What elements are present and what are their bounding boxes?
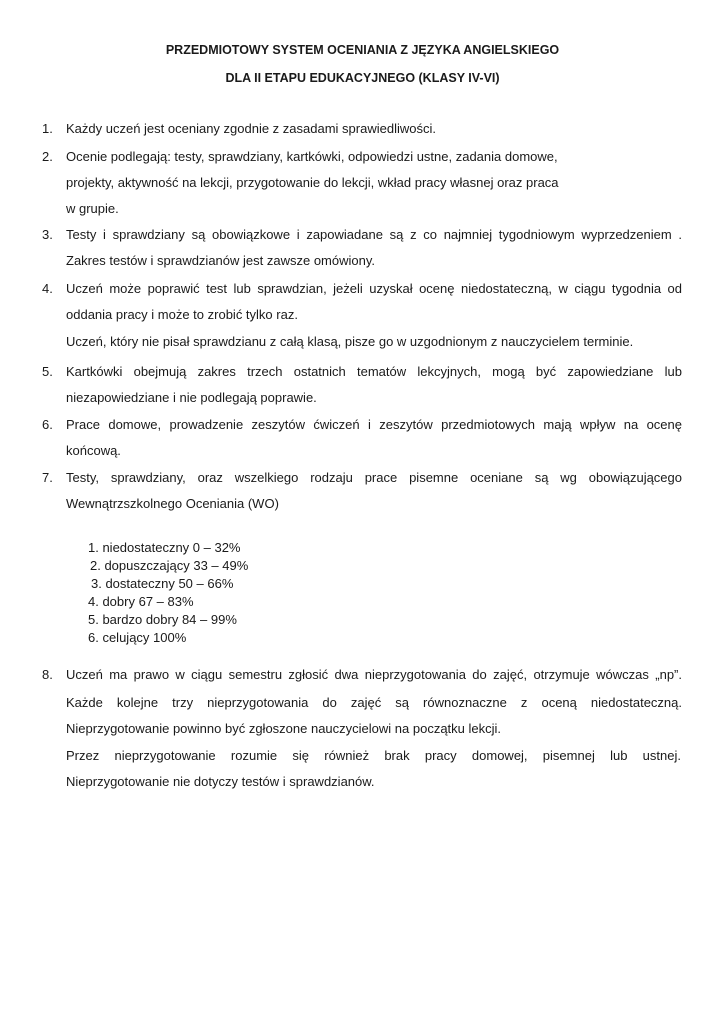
list-item-4-note: Uczeń, który nie pisał sprawdzianu z całą klasą, pisze go w uzgodnionym z nauczycielem terminie. bbox=[66, 334, 634, 349]
list-item-text: Każdy uczeń jest oceniany zgodnie z zasadami sprawiedliwości. bbox=[66, 121, 436, 136]
list-item-text: Wewnątrzszkolnego Oceniania (WO) bbox=[66, 496, 279, 511]
list-item-text: Zakres testów i sprawdzianów jest zawsze omówiony. bbox=[66, 253, 375, 268]
list-item-6 bbox=[42, 412, 682, 464]
list-item-text: Uczeń może poprawić test lub sprawdzian, jeżeli uzyskał ocenę niedostateczną, w ciągu tygodnia od bbox=[66, 281, 682, 296]
list-item-8 bbox=[42, 662, 682, 742]
document-title-line-1: PRZEDMIOTOWY SYSTEM OCENIANIA Z JĘZYKA ANGIELSKIEGO bbox=[165, 43, 560, 57]
list-item-note-text: Nieprzygotowanie nie dotyczy testów i sprawdzianów. bbox=[66, 774, 375, 789]
list-item-3 bbox=[42, 222, 682, 274]
grade-scale-item: 5. bardzo dobry 84 – 99% bbox=[88, 612, 237, 627]
list-item-text: Testy i sprawdziany są obowiązkowe i zapowiadane są z co najmniej tygodniowym wyprzedzeniem . bbox=[66, 227, 682, 242]
list-item-number: 3. bbox=[42, 227, 53, 242]
grade-scale-item: 1. niedostateczny 0 – 32% bbox=[88, 540, 241, 555]
grade-scale-list bbox=[88, 539, 248, 647]
list-item-number: 1. bbox=[42, 121, 53, 136]
list-item-text: Uczeń ma prawo w ciągu semestru zgłosić dwa nieprzygotowania do zajęć, otrzymuje wówczas „np”. bbox=[66, 667, 682, 682]
list-item-7 bbox=[42, 465, 682, 517]
list-item-1 bbox=[42, 116, 682, 142]
grade-scale-item: 6. celujący 100% bbox=[88, 630, 187, 645]
list-item-5 bbox=[42, 359, 682, 411]
list-item-number: 2. bbox=[42, 149, 53, 164]
list-item-text: projekty, aktywność na lekcji, przygotowanie do lekcji, wkład pracy własnej oraz praca bbox=[66, 175, 559, 190]
grade-scale-item: 4. dobry 67 – 83% bbox=[88, 594, 194, 609]
list-item-text: Kartkówki obejmują zakres trzech ostatnich tematów lekcyjnych, mogą być zapowiedziane lub bbox=[66, 364, 682, 379]
list-item-text: Każde kolejne trzy nieprzygotowania do zajęć są równoznaczne z oceną niedostateczną. bbox=[66, 695, 682, 710]
list-item-text: Ocenie podlegają: testy, sprawdziany, kartkówki, odpowiedzi ustne, zadania domowe, bbox=[66, 149, 558, 164]
list-item-text: niezapowiedziane i nie podlegają poprawie. bbox=[66, 390, 317, 405]
list-item-text: oddania pracy i może to zrobić tylko raz. bbox=[66, 307, 298, 322]
list-item-4 bbox=[42, 276, 682, 328]
list-item-2 bbox=[42, 144, 682, 222]
list-item-number: 4. bbox=[42, 281, 53, 296]
list-item-text: w grupie. bbox=[66, 201, 119, 216]
list-item-text: Testy, sprawdziany, oraz wszelkiego rodzaju prace pisemne oceniane są wg obowiązującego bbox=[66, 470, 682, 485]
list-item-8-note bbox=[66, 743, 681, 795]
list-item-text: końcową. bbox=[66, 443, 121, 458]
list-item-note-text: Przez nieprzygotowanie rozumie się również brak pracy domowej, pisemnej lub ustnej. bbox=[66, 748, 681, 763]
list-item-text: Prace domowe, prowadzenie zeszytów ćwiczeń i zeszytów przedmiotowych mają wpływ na ocenę bbox=[66, 417, 682, 432]
list-item-number: 7. bbox=[42, 470, 53, 485]
grade-scale-item: 3. dostateczny 50 – 66% bbox=[91, 576, 234, 591]
document-title-line-2: DLA II ETAPU EDUKACYJNEGO (KLASY IV-VI) bbox=[225, 71, 500, 85]
list-item-text: Nieprzygotowanie powinno być zgłoszone nauczycielowi na początku lekcji. bbox=[66, 721, 502, 736]
grade-scale-item: 2. dopuszczający 33 – 49% bbox=[90, 558, 249, 573]
list-item-number: 5. bbox=[42, 364, 53, 379]
list-item-number: 8. bbox=[42, 667, 53, 682]
list-item-number: 6. bbox=[42, 417, 53, 432]
